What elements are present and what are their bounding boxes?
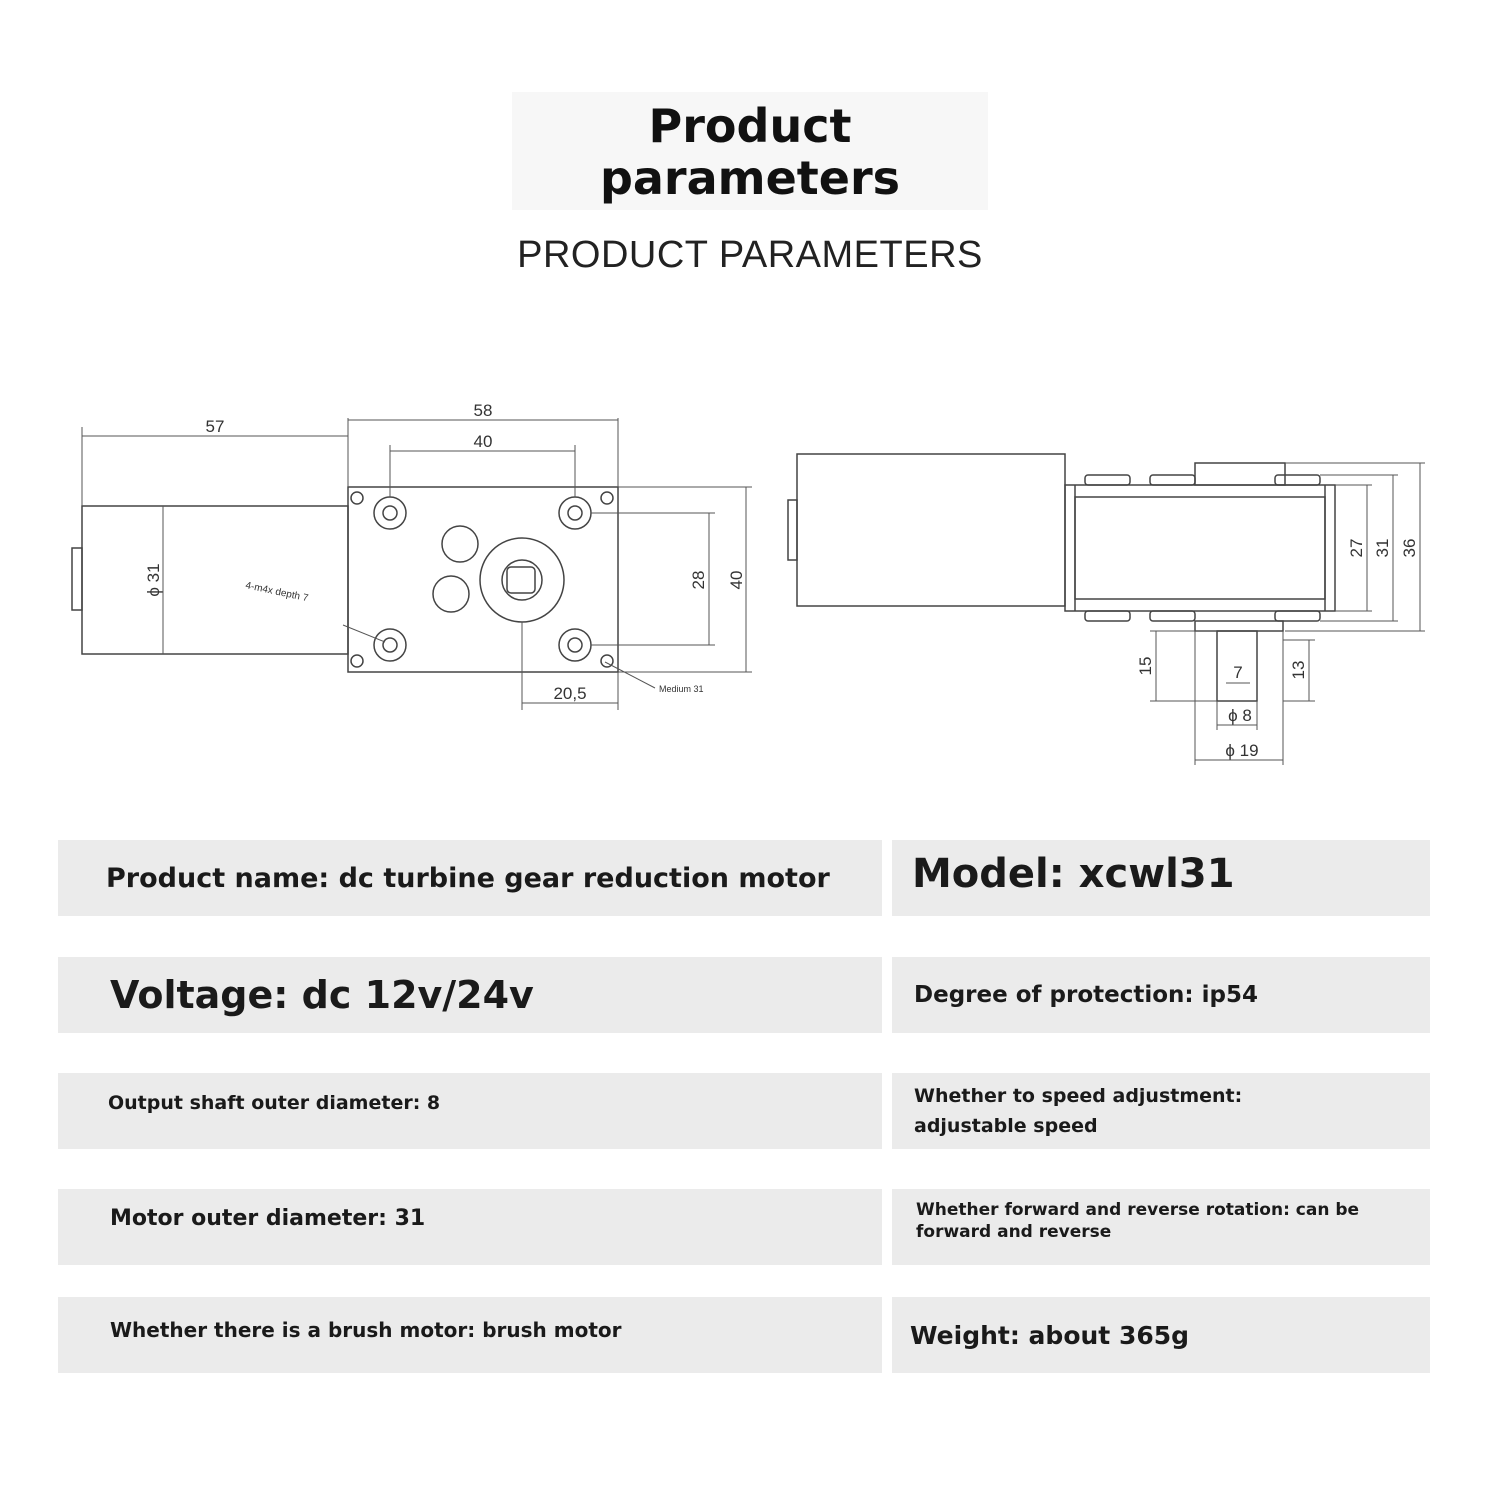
dim-40-side: 40 [727, 570, 746, 590]
corner-hole [601, 492, 613, 504]
side-dimension-labels [1136, 539, 1419, 760]
bottom-boss [1275, 611, 1320, 621]
mount-hole [374, 497, 406, 529]
spec-shaft-diameter: Output shaft outer diameter: 8 [58, 1073, 882, 1149]
top-boss [1085, 475, 1130, 485]
side-motor-body [797, 454, 1065, 606]
dim-7: 7 [1233, 663, 1243, 682]
output-boss [480, 538, 564, 622]
dim-28: 28 [689, 570, 708, 590]
spec-brush-motor: Whether there is a brush motor: brush motor [58, 1297, 882, 1373]
mount-hole [559, 629, 591, 661]
corner-hole [351, 492, 363, 504]
mount-hole [374, 629, 406, 661]
bottom-boss [1150, 611, 1195, 621]
dim-57: 57 [205, 417, 225, 436]
dim-31: 31 [1373, 538, 1392, 558]
dim-58: 58 [473, 401, 493, 420]
corner-hole [351, 655, 363, 667]
note-medium: Medium 31 [659, 684, 704, 694]
top-boss [1275, 475, 1320, 485]
dim-40-top: 40 [473, 432, 493, 451]
bottom-boss [1085, 611, 1130, 621]
side-motor-endcap [788, 500, 797, 560]
dim-15: 15 [1136, 656, 1155, 676]
spec-voltage: Voltage: dc 12v/24v [58, 957, 882, 1033]
front-dimension-labels [144, 401, 746, 703]
gearbox-plate [348, 487, 618, 672]
dim-phi31: ϕ 31 [144, 563, 163, 597]
spec-product-name: Product name: dc turbine gear reduction motor [58, 840, 882, 916]
page-subtitle: PRODUCT PARAMETERS [517, 234, 983, 276]
top-boss [1150, 475, 1195, 485]
spec-weight: Weight: about 365g [892, 1297, 1430, 1373]
output-shaft [502, 560, 542, 600]
side-dimensions [1150, 463, 1425, 765]
inner-hole [442, 526, 478, 562]
front-dimensions [82, 418, 752, 710]
inner-hole [433, 576, 469, 612]
spec-protection: Degree of protection: ip54 [892, 957, 1430, 1033]
motor-endcap [72, 548, 82, 610]
note-holes: 4-m4x depth 7 [244, 580, 310, 605]
spec-speed-adjustment: Whether to speed adjustment: adjustable speed [892, 1073, 1430, 1149]
dim-20-5: 20,5 [553, 684, 587, 703]
page-title: Product parameters [599, 99, 901, 205]
dim-27: 27 [1347, 538, 1366, 558]
side-gearbox-inner [1075, 497, 1325, 599]
motor-body-outline [82, 506, 348, 654]
dim-phi8: ϕ 8 [1228, 706, 1252, 725]
top-cover [1195, 463, 1285, 485]
spec-model: Model: xcwl31 [892, 840, 1430, 916]
spec-motor-diameter: Motor outer diameter: 31 [58, 1189, 882, 1265]
side-gearbox [1065, 485, 1335, 611]
mount-hole [559, 497, 591, 529]
spec-rotation: Whether forward and reverse rotation: can be forward and reverse [892, 1189, 1430, 1265]
dim-36: 36 [1400, 538, 1419, 558]
dim-13: 13 [1289, 660, 1308, 680]
side-view [788, 454, 1335, 701]
output-collar [1195, 621, 1283, 631]
dim-phi19: ϕ 19 [1225, 741, 1259, 760]
